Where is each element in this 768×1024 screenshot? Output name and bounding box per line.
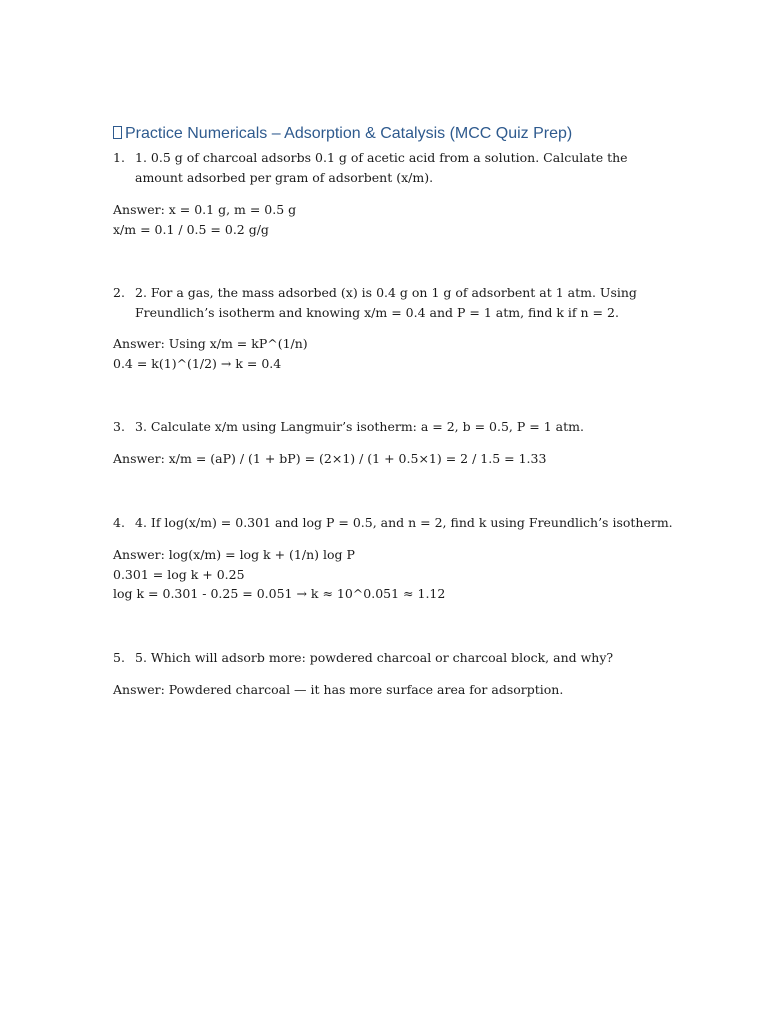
page-title-text: Practice Numericals – Adsorption & Catalysis (MCC Quiz Prep) xyxy=(125,125,573,142)
question-5 xyxy=(113,648,673,668)
question-text: 3. Calculate x/m using Langmuir’s isotherm: a = 2, b = 0.5, P = 1 atm. xyxy=(135,419,584,434)
answer-line: x/m = 0.1 / 0.5 = 0.2 g/g xyxy=(113,221,269,237)
question-text: 1. 0.5 g of charcoal adsorbs 0.1 g of acetic acid from a solution. Calculate the amount adsorbed per gram of adsorbent (x/m). xyxy=(135,150,628,185)
answer-line: 0.4 = k(1)^(1/2) → k = 0.4 xyxy=(113,355,282,371)
question-text: 5. Which will adsorb more: powdered charcoal or charcoal block, and why? xyxy=(135,650,614,665)
question-number: 1. xyxy=(113,150,125,165)
answer-line: Answer: Powdered charcoal — it has more surface area for adsorption. xyxy=(113,682,564,697)
answer-1 xyxy=(113,200,673,239)
answer-line: Answer: x/m = (aP) / (1 + bP) = (2×1) / (1 + 0.5×1) = 2 / 1.5 = 1.33 xyxy=(113,451,547,466)
answer-line: Answer: log(x/m) = log k + (1/n) log P xyxy=(113,547,355,562)
answer-5 xyxy=(113,680,673,700)
question-number: 4. xyxy=(113,515,125,530)
question-1 xyxy=(113,148,673,187)
question-2 xyxy=(113,283,673,322)
answer-3 xyxy=(113,449,673,469)
question-number: 5. xyxy=(113,650,125,665)
question-number: 2. xyxy=(113,285,125,300)
answer-4 xyxy=(113,545,673,604)
answer-line: 0.301 = log k + 0.25 xyxy=(113,566,245,582)
question-number: 3. xyxy=(113,419,125,434)
question-3 xyxy=(113,417,673,437)
answer-line: log k = 0.301 - 0.25 = 0.051 → k ≈ 10^0.051 ≈ 1.12 xyxy=(113,586,446,601)
answer-line: Answer: Using x/m = kP^(1/n) xyxy=(113,336,308,351)
question-4 xyxy=(113,513,673,533)
question-text: 2. For a gas, the mass adsorbed (x) is 0.4 g on 1 g of adsorbent at 1 atm. Using Freundlich’s isotherm and knowing x/m = 0.4 and P = 1 atm, find k if n = 2. xyxy=(135,285,637,320)
answer-line: Answer: x = 0.1 g, m = 0.5 g xyxy=(113,202,297,217)
page-title xyxy=(113,125,572,143)
document-icon xyxy=(113,126,122,139)
answer-2 xyxy=(113,334,673,373)
question-text: 4. If log(x/m) = 0.301 and log P = 0.5, and n = 2, find k using Freundlich’s isotherm. xyxy=(135,515,673,530)
